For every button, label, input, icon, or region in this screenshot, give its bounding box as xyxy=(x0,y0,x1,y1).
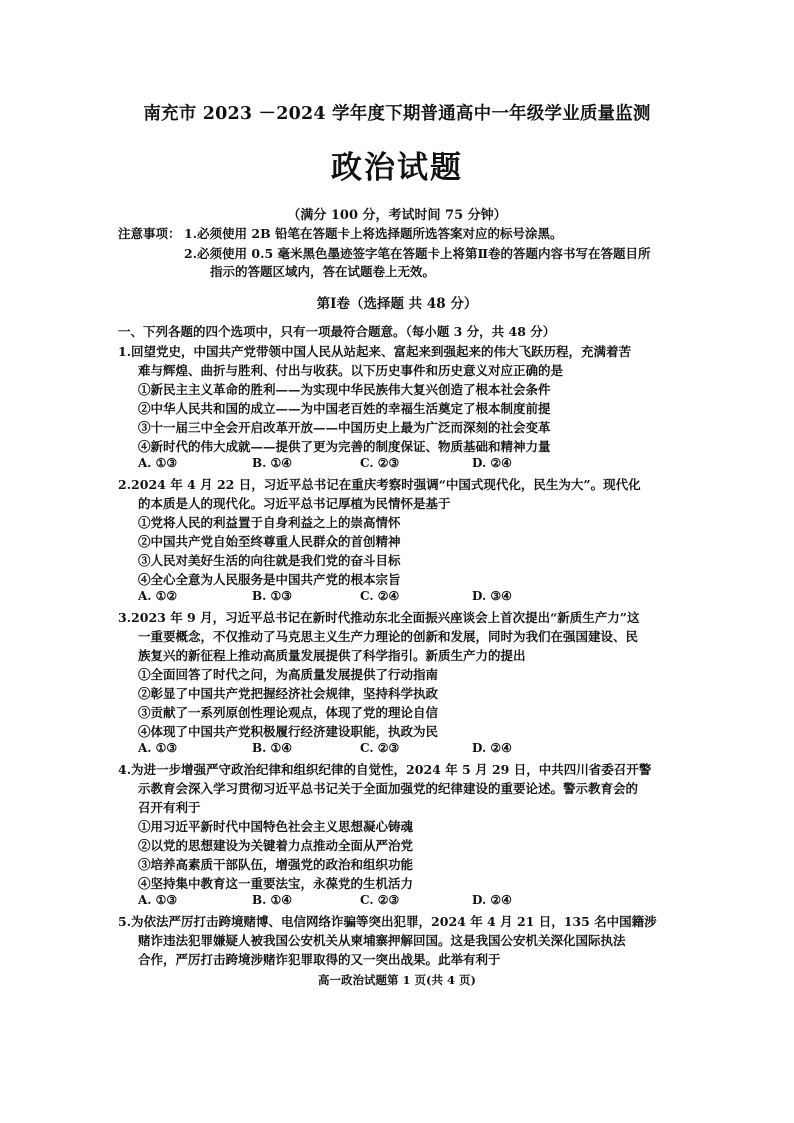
exam-title: 南充市 2023 －2024 学年度下期普通高中一年级学业质量监测 xyxy=(143,104,651,124)
q3-statement: ④体现了中国共产党积极履行经济建设职能，执政为民 xyxy=(138,724,439,739)
q3-option-c: C. ②③ xyxy=(360,741,400,755)
q1-option-c: C. ②③ xyxy=(360,456,400,470)
q3-stem-cont: 一重要概念，不仅推动了马克思主义生产力理论的创新和发展，同时为我们在强国建设、民 xyxy=(138,629,639,644)
q2-option-b: B. ①③ xyxy=(252,589,293,603)
q1-statement: ②中华人民共和国的成立——为中国老百姓的幸福生活奠定了根本制度前提 xyxy=(138,401,551,416)
q1-option-b: B. ①④ xyxy=(252,456,293,470)
q2-option-d: D. ③④ xyxy=(472,589,512,603)
notice-item-2-cont: 指示的答题区域内，答在试题卷上无效。 xyxy=(210,264,436,279)
q4-option-b: B. ①④ xyxy=(252,893,293,907)
q4-stem-cont: 召开有利于 xyxy=(138,800,201,815)
q2-option-c: C. ②④ xyxy=(360,589,400,603)
q3-statement: ②彰显了中国共产党把握经济社会规律，坚持科学执政 xyxy=(138,686,439,701)
q4-statement: ③培养高素质干部队伍，增强党的政治和组织功能 xyxy=(138,857,414,872)
q2-statement: ②中国共产党自始至终尊重人民群众的首创精神 xyxy=(138,534,401,549)
q3-statement: ③贡献了一系列原创性理论观点，体现了党的理论自信 xyxy=(138,705,439,720)
q4-statement: ④坚持集中教育这一重要法宝，永葆党的生机活力 xyxy=(138,876,414,891)
q2-statement: ①党将人民的利益置于自身利益之上的崇高情怀 xyxy=(138,515,401,530)
q1-statement: ④新时代的伟大成就——提供了更为完善的制度保证、物质基础和精神力量 xyxy=(138,439,551,454)
q1-option-a: A. ①③ xyxy=(138,456,178,470)
subject-title: 政治试题 xyxy=(331,150,463,186)
q2-statement: ④全心全意为人民服务是中国共产党的根本宗旨 xyxy=(138,572,401,587)
q2-statement: ③人民对美好生活的向往就是我们党的奋斗目标 xyxy=(138,553,401,568)
q3-stem-cont: 族复兴的新征程上推动高质量发展提供了科学指引。新质生产力的提出 xyxy=(138,648,526,663)
q4-stem-cont: 示教育会深入学习贯彻习近平总书记关于全面加强党的纪律建设的重要论述。警示教育会的 xyxy=(138,781,639,796)
q3-option-d: D. ②④ xyxy=(472,741,512,755)
q3-option-b: B. ①④ xyxy=(252,741,293,755)
q3-statement: ①全面回答了时代之问，为高质量发展提供了行动指南 xyxy=(138,667,439,682)
q1-stem: 1.回望党史，中国共产党带领中国人民从站起来、富起来到强起来的伟大飞跃历程，充满着苦 xyxy=(118,344,632,359)
score-time-note: （满分 100 分，考试时间 75 分钟） xyxy=(287,208,507,223)
q1-statement: ①新民主主义革命的胜利——为实现中华民族伟大复兴创造了根本社会条件 xyxy=(138,382,551,397)
notice-item-1: 1.必须使用 2B 铅笔在答题卡上将选择题所选答案对应的标号涂黑。 xyxy=(184,226,563,241)
page-footer: 高一政治试题第 1 页(共 4 页) xyxy=(318,973,476,987)
q1-option-d: D. ②④ xyxy=(472,456,512,470)
q4-option-a: A. ①③ xyxy=(138,893,178,907)
section-instruction: 一、下列各题的四个选项中，只有一项最符合题意。（每小题 3 分，共 48 分） xyxy=(118,324,556,339)
q1-stem-cont: 难与辉煌、曲折与胜利、付出与收获。以下历史事件和历史意义对应正确的是 xyxy=(138,363,564,378)
q4-stem: 4.为进一步增强严守政治纪律和组织纪律的自觉性，2024 年 5 月 29 日，中共四川省委召开警 xyxy=(118,762,652,777)
q4-option-d: D. ②④ xyxy=(472,893,512,907)
q5-stem-cont: 赌诈违法犯罪嫌疑人被我国公安机关从柬埔寨押解回国。这是我国公安机关深化国际执法 xyxy=(138,933,626,948)
q2-option-a: A. ①② xyxy=(138,589,178,603)
q1-statement: ③十一届三中全会开启改革开放——中国历史上最为广泛而深刻的社会变革 xyxy=(138,420,551,435)
q5-stem: 5.为依法严厉打击跨境赌博、电信网络诈骗等突出犯罪，2024 年 4 月 21 日，135 名中国籍涉 xyxy=(118,914,657,929)
q3-option-a: A. ①③ xyxy=(138,741,178,755)
q2-stem-cont: 的本质是人的现代化。习近平总书记厚植为民情怀是基于 xyxy=(138,496,451,511)
q3-stem: 3.2023 年 9 月，习近平总书记在新时代推动东北全面振兴座谈会上首次提出“新质生产力”这 xyxy=(118,610,640,625)
q4-option-c: C. ②③ xyxy=(360,893,400,907)
q2-stem: 2.2024 年 4 月 22 日，习近平总书记在重庆考察时强调“中国式现代化，民生为大”。现代化 xyxy=(118,477,641,492)
q4-statement: ①用习近平新时代中国特色社会主义思想凝心铸魂 xyxy=(138,819,414,834)
q4-statement: ②以党的思想建设为关键着力点推动全面从严治党 xyxy=(138,838,414,853)
q5-stem-cont: 合作，严厉打击跨境涉赌诈犯罪取得的又一突出战果。此举有利于 xyxy=(138,952,501,967)
notice-label: 注意事项： xyxy=(118,226,181,241)
notice-item-2: 2.必须使用 0.5 毫米黑色墨迹签字笔在答题卡上将第Ⅱ卷的答题内容书写在答题目所 xyxy=(184,246,651,261)
part-one-title: 第Ⅰ卷（选择题 共 48 分） xyxy=(316,296,478,312)
